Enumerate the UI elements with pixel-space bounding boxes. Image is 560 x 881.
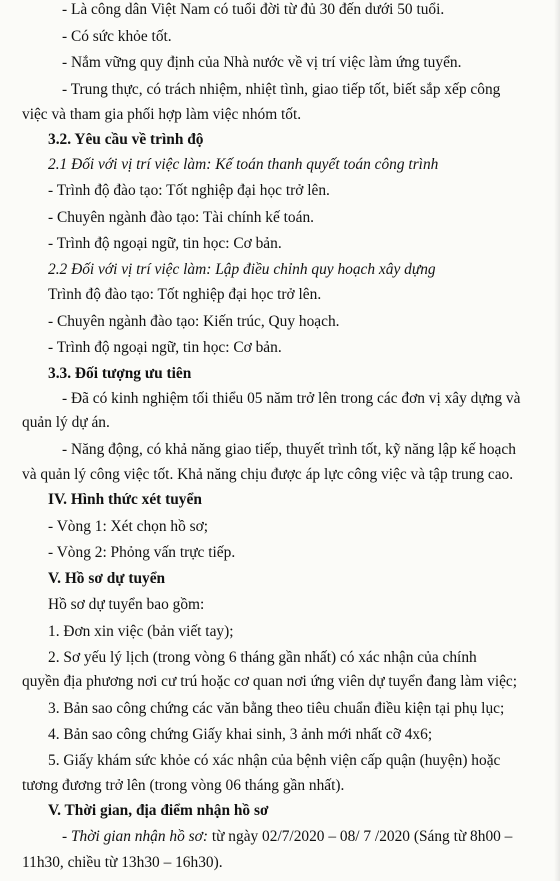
item-language-1: - Trình độ ngoại ngữ, tin học: Cơ bản. <box>48 235 282 252</box>
receiving-time-value: từ ngày 02/7/2020 – 08/ 7 /2020 (Sáng từ 8h00 – <box>207 828 513 845</box>
priority-dynamic: - Năng động, có khả năng giao tiếp, thuyết trình tốt, kỹ năng lập kế hoạch <box>62 441 516 458</box>
req-health: - Có sức khỏe tốt. <box>62 28 172 45</box>
dossier-intro: Hồ sơ dự tuyển bao gồm: <box>48 596 205 613</box>
dossier-item-5-cont: tương đương trở lên (trong vòng 06 tháng gần nhất). <box>22 777 345 794</box>
req-age: - Là công dân Việt Nam có tuổi đời từ đủ 30 đến dưới 50 tuổi. <box>62 1 445 18</box>
round-2: - Vòng 2: Phỏng vấn trực tiếp. <box>48 544 236 561</box>
heading-iv: IV. Hình thức xét tuyển <box>48 491 202 508</box>
dossier-item-2-cont: quyền địa phương nơi cư trú hoặc cơ quan nơi ứng viên dự tuyển đang làm việc; <box>22 673 518 690</box>
req-honesty-cont: việc và tham gia phối hợp làm việc nhóm tốt. <box>22 106 302 123</box>
priority-experience-cont: quản lý dự án. <box>22 414 110 431</box>
scan-shadow-edge <box>554 0 560 881</box>
dossier-item-5: 5. Giấy khám sức khỏe có xác nhận của bệnh viện cấp quận (huyện) hoặc <box>48 752 501 769</box>
heading-v-time: V. Thời gian, địa điểm nhận hồ sơ <box>48 802 269 819</box>
receiving-time <box>62 827 512 847</box>
heading-3-2: 3.2. Yêu cầu về trình độ <box>48 131 204 148</box>
item-training-level-2: Trình độ đào tạo: Tốt nghiệp đại học trở lên. <box>48 286 322 303</box>
item-major-2: - Chuyên ngành đào tạo: Kiến trúc, Quy hoạch. <box>48 313 340 330</box>
req-honesty: - Trung thực, có trách nhiệm, nhiệt tình, giao tiếp tốt, biết sắp xếp công <box>62 81 501 98</box>
round-1: - Vòng 1: Xét chọn hồ sơ; <box>48 518 209 535</box>
heading-v-dossier: V. Hồ sơ dự tuyển <box>48 570 166 587</box>
heading-3-3: 3.3. Đối tượng ưu tiên <box>48 365 192 382</box>
receiving-time-label: - Thời gian nhận hồ sơ: <box>62 828 208 845</box>
req-regulations: - Nắm vững quy định của Nhà nước về vị trí việc làm ứng tuyển. <box>62 54 462 71</box>
dossier-item-3: 3. Bản sao công chứng các văn bằng theo tiêu chuẩn điều kiện tại phụ lục; <box>48 700 505 717</box>
item-language-2: - Trình độ ngoại ngữ, tin học: Cơ bản. <box>48 339 282 356</box>
dossier-item-2: 2. Sơ yếu lý lịch (trong vòng 6 tháng gần nhất) có xác nhận của chính <box>48 649 477 666</box>
item-training-level-1: - Trình độ đào tạo: Tốt nghiệp đại học trở lên. <box>48 182 330 199</box>
dossier-item-1: 1. Đơn xin việc (bản viết tay); <box>48 623 234 640</box>
subheading-2-2: 2.2 Đối với vị trí việc làm: Lập điều chỉnh quy hoạch xây dựng <box>48 261 436 278</box>
dossier-item-4: 4. Bản sao công chứng Giấy khai sinh, 3 ảnh mới nhất cỡ 4x6; <box>48 726 433 743</box>
receiving-time-cont: 11h30, chiều từ 13h30 – 16h30). <box>22 854 223 871</box>
priority-dynamic-cont: và quản lý công việc tốt. Khả năng chịu được áp lực công việc và tập trung cao. <box>22 466 514 483</box>
subheading-2-1: 2.1 Đối với vị trí việc làm: Kế toán thanh quyết toán công trình <box>48 156 439 173</box>
item-major-1: - Chuyên ngành đào tạo: Tài chính kế toán. <box>48 209 314 226</box>
priority-experience: - Đã có kinh nghiệm tối thiểu 05 năm trở lên trong các đơn vị xây dựng và <box>62 390 521 407</box>
